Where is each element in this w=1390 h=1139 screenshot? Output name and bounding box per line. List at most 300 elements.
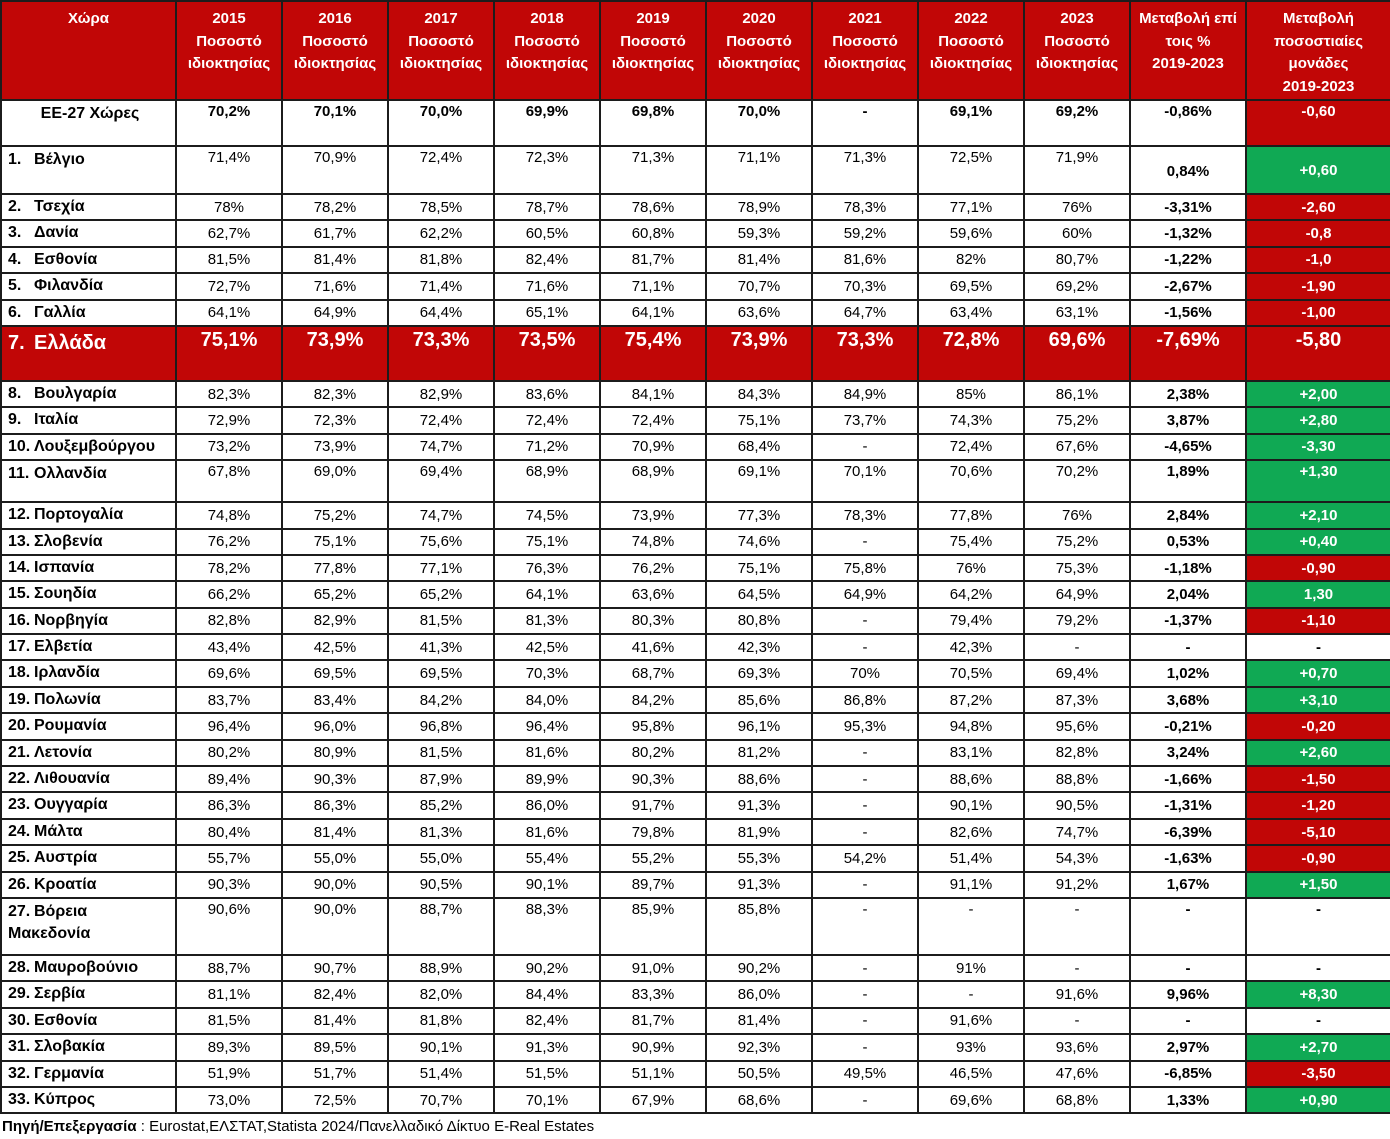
value-cell: 79,8%	[600, 819, 706, 845]
country-cell: 20. Ρουμανία	[1, 713, 176, 739]
value-cell: 51,1%	[600, 1061, 706, 1087]
value-cell: 69,4%	[388, 460, 494, 502]
value-cell: 65,2%	[282, 581, 388, 607]
value-cell: 69,9%	[494, 100, 600, 146]
value-cell: 89,3%	[176, 1034, 282, 1060]
value-cell: 83,6%	[494, 381, 600, 407]
value-cell: 78%	[176, 194, 282, 220]
source-note-text: : Eurostat,ΕΛΣΤΑΤ,Statista 2024/Πανελλαδικό Δίκτυο E-Real Estates	[136, 1118, 595, 1136]
value-cell: 68,7%	[600, 660, 706, 686]
value-cell: 75,4%	[600, 326, 706, 381]
value-cell: 75,6%	[388, 529, 494, 555]
country-rank: 17.	[8, 638, 31, 656]
value-cell: 89,5%	[282, 1034, 388, 1060]
value-cell: 76,2%	[600, 555, 706, 581]
country-cell: 28. Μαυροβούνιο	[1, 955, 176, 981]
change-pp-cell: -0,20	[1246, 713, 1390, 739]
table-row	[1, 502, 1390, 528]
source-note	[0, 1114, 1390, 1139]
value-cell: 91,6%	[1024, 981, 1130, 1007]
value-cell: 70,5%	[918, 660, 1024, 686]
value-cell: -	[812, 434, 918, 460]
table-row	[1, 608, 1390, 634]
value-cell: 72,7%	[176, 273, 282, 299]
value-cell: 72,5%	[282, 1087, 388, 1113]
value-cell: -	[1024, 1008, 1130, 1034]
value-cell: 69,5%	[918, 273, 1024, 299]
value-cell: 69,0%	[282, 460, 388, 502]
value-cell: -	[812, 766, 918, 792]
value-cell: 55,0%	[388, 845, 494, 871]
change-pp-cell: -0,90	[1246, 845, 1390, 871]
table-row	[1, 581, 1390, 607]
country-rank: 31.	[8, 1038, 31, 1056]
country-cell: 8. Βουλγαρία	[1, 381, 176, 407]
value-cell: 42,5%	[282, 634, 388, 660]
value-cell: 81,5%	[176, 247, 282, 273]
value-cell: 95,3%	[812, 713, 918, 739]
value-cell: 93%	[918, 1034, 1024, 1060]
value-cell: 51,9%	[176, 1061, 282, 1087]
table-row	[1, 792, 1390, 818]
change-pct-cell: -6,85%	[1130, 1061, 1246, 1087]
change-pct-cell: 9,96%	[1130, 981, 1246, 1007]
value-cell: 70%	[812, 660, 918, 686]
value-cell: -	[812, 981, 918, 1007]
table-row	[1, 1061, 1390, 1087]
country-rank: 1.	[8, 151, 22, 168]
change-pp-cell: -3,50	[1246, 1061, 1390, 1087]
table-row	[1, 687, 1390, 713]
value-cell: 74,8%	[600, 529, 706, 555]
value-cell: 81,7%	[600, 1008, 706, 1034]
value-cell: 69,6%	[918, 1087, 1024, 1113]
country-rank: 25.	[8, 849, 31, 867]
value-cell: 73,9%	[282, 326, 388, 381]
value-cell: 71,4%	[176, 146, 282, 194]
value-cell: 73,9%	[706, 326, 812, 381]
value-cell: 64,1%	[494, 581, 600, 607]
value-cell: 69,2%	[1024, 273, 1130, 299]
value-cell: 72,5%	[918, 146, 1024, 194]
country-cell: 27. Βόρεια Μακεδονία	[1, 898, 176, 955]
value-cell: 78,9%	[706, 194, 812, 220]
value-cell: 74,6%	[706, 529, 812, 555]
value-cell: 77,3%	[706, 502, 812, 528]
value-cell: 55,7%	[176, 845, 282, 871]
country-cell: 6. Γαλλία	[1, 300, 176, 326]
change-pp-cell: +2,70	[1246, 1034, 1390, 1060]
table-row	[1, 460, 1390, 502]
country-cell: 22. Λιθουανία	[1, 766, 176, 792]
change-pp-cell: +2,10	[1246, 502, 1390, 528]
change-pp-cell: +2,80	[1246, 407, 1390, 433]
value-cell: 46,5%	[918, 1061, 1024, 1087]
value-cell: 75,2%	[1024, 407, 1130, 433]
change-pct-cell: 3,87%	[1130, 407, 1246, 433]
table-row	[1, 1034, 1390, 1060]
value-cell: 72,4%	[388, 407, 494, 433]
value-cell: 84,1%	[600, 381, 706, 407]
country-cell: 15. Σουηδία	[1, 581, 176, 607]
change-pp-cell: -	[1246, 1008, 1390, 1034]
table-row	[1, 898, 1390, 955]
value-cell: 63,6%	[706, 300, 812, 326]
value-cell: 71,6%	[494, 273, 600, 299]
value-cell: -	[812, 608, 918, 634]
change-pct-cell: -0,21%	[1130, 713, 1246, 739]
value-cell: 78,7%	[494, 194, 600, 220]
value-cell: 88,7%	[176, 955, 282, 981]
table-header	[1, 1, 1390, 100]
value-cell: 81,8%	[388, 247, 494, 273]
change-pp-cell: +8,30	[1246, 981, 1390, 1007]
value-cell: 86,0%	[494, 792, 600, 818]
value-cell: 82,0%	[388, 981, 494, 1007]
table-row	[1, 220, 1390, 246]
value-cell: -	[812, 819, 918, 845]
country-cell: 23. Ουγγαρία	[1, 792, 176, 818]
change-pct-cell: -0,86%	[1130, 100, 1246, 146]
value-cell: 90,1%	[388, 1034, 494, 1060]
value-cell: 69,4%	[1024, 660, 1130, 686]
change-pct-cell: -6,39%	[1130, 819, 1246, 845]
value-cell: 92,3%	[706, 1034, 812, 1060]
value-cell: 51,4%	[918, 845, 1024, 871]
column-header-year-2023: 2023 Ποσοστό ιδιοκτησίας	[1024, 1, 1130, 100]
value-cell: 84,3%	[706, 381, 812, 407]
value-cell: -	[812, 740, 918, 766]
value-cell: 73,3%	[812, 326, 918, 381]
value-cell: 69,6%	[176, 660, 282, 686]
value-cell: 73,7%	[812, 407, 918, 433]
value-cell: 74,7%	[388, 502, 494, 528]
change-pct-cell: 0,53%	[1130, 529, 1246, 555]
value-cell: 96,0%	[282, 713, 388, 739]
country-cell: 10. Λουξεμβούργου	[1, 434, 176, 460]
value-cell: 70,6%	[918, 460, 1024, 502]
value-cell: 88,6%	[918, 766, 1024, 792]
value-cell: 90,3%	[176, 872, 282, 898]
value-cell: 64,2%	[918, 581, 1024, 607]
country-cell: 16. Νορβηγία	[1, 608, 176, 634]
value-cell: 75,8%	[812, 555, 918, 581]
value-cell: 81,3%	[494, 608, 600, 634]
value-cell: 84,4%	[494, 981, 600, 1007]
country-rank: 4.	[8, 250, 22, 268]
country-rank: 18.	[8, 664, 31, 682]
column-header-year-2019: 2019 Ποσοστό ιδιοκτησίας	[600, 1, 706, 100]
value-cell: 70,2%	[1024, 460, 1130, 502]
value-cell: 71,3%	[812, 146, 918, 194]
value-cell: 73,5%	[494, 326, 600, 381]
value-cell: -	[812, 1087, 918, 1113]
value-cell: 62,7%	[176, 220, 282, 246]
value-cell: 83,4%	[282, 687, 388, 713]
change-pp-cell: -0,8	[1246, 220, 1390, 246]
value-cell: 78,2%	[282, 194, 388, 220]
value-cell: -	[812, 872, 918, 898]
table-row	[1, 634, 1390, 660]
value-cell: 79,4%	[918, 608, 1024, 634]
value-cell: 71,4%	[388, 273, 494, 299]
value-cell: 67,8%	[176, 460, 282, 502]
change-pp-cell: +2,60	[1246, 740, 1390, 766]
change-pp-cell: +1,50	[1246, 872, 1390, 898]
value-cell: 68,6%	[706, 1087, 812, 1113]
value-cell: 85,9%	[600, 898, 706, 955]
value-cell: 50,5%	[706, 1061, 812, 1087]
value-cell: 82,9%	[388, 381, 494, 407]
change-pct-cell: 3,68%	[1130, 687, 1246, 713]
value-cell: 71,2%	[494, 434, 600, 460]
country-cell: 2. Τσεχία	[1, 194, 176, 220]
value-cell: 89,7%	[600, 872, 706, 898]
change-pp-cell: -1,0	[1246, 247, 1390, 273]
value-cell: 82,9%	[282, 608, 388, 634]
value-cell: 69,2%	[1024, 100, 1130, 146]
value-cell: 61,7%	[282, 220, 388, 246]
value-cell: 81,5%	[388, 740, 494, 766]
value-cell: 71,9%	[1024, 146, 1130, 194]
value-cell: 96,4%	[176, 713, 282, 739]
change-pct-cell: -2,67%	[1130, 273, 1246, 299]
value-cell: 90,1%	[918, 792, 1024, 818]
value-cell: -	[812, 792, 918, 818]
value-cell: 55,3%	[706, 845, 812, 871]
value-cell: 76,3%	[494, 555, 600, 581]
column-header-change-pp: Μεταβολή ποσοστιαίες μονάδες 2019-2023	[1246, 1, 1390, 100]
value-cell: 64,1%	[600, 300, 706, 326]
value-cell: 87,2%	[918, 687, 1024, 713]
value-cell: 74,5%	[494, 502, 600, 528]
value-cell: 73,2%	[176, 434, 282, 460]
value-cell: 77,8%	[918, 502, 1024, 528]
value-cell: 81,4%	[282, 247, 388, 273]
value-cell: 55,4%	[494, 845, 600, 871]
value-cell: 42,3%	[706, 634, 812, 660]
value-cell: 88,8%	[1024, 766, 1130, 792]
value-cell: 81,6%	[494, 740, 600, 766]
value-cell: 74,7%	[388, 434, 494, 460]
table-row	[1, 766, 1390, 792]
value-cell: 43,4%	[176, 634, 282, 660]
value-cell: 80,2%	[176, 740, 282, 766]
change-pp-cell: -3,30	[1246, 434, 1390, 460]
country-rank: 9.	[8, 411, 22, 429]
value-cell: 75,1%	[494, 529, 600, 555]
value-cell: 72,3%	[494, 146, 600, 194]
value-cell: 84,9%	[812, 381, 918, 407]
value-cell: 80,7%	[1024, 247, 1130, 273]
change-pp-cell: -	[1246, 898, 1390, 955]
value-cell: 69,1%	[918, 100, 1024, 146]
value-cell: 68,4%	[706, 434, 812, 460]
value-cell: 94,8%	[918, 713, 1024, 739]
change-pp-cell: +1,30	[1246, 460, 1390, 502]
value-cell: 73,3%	[388, 326, 494, 381]
value-cell: 96,1%	[706, 713, 812, 739]
value-cell: -	[812, 1008, 918, 1034]
value-cell: 81,4%	[282, 819, 388, 845]
value-cell: 66,2%	[176, 581, 282, 607]
table-row	[1, 326, 1390, 381]
table-row	[1, 981, 1390, 1007]
country-rank: 21.	[8, 743, 31, 761]
table-row	[1, 555, 1390, 581]
value-cell: 91,1%	[918, 872, 1024, 898]
value-cell: 72,4%	[600, 407, 706, 433]
country-rank: 11.	[8, 465, 30, 483]
change-pp-cell: -1,00	[1246, 300, 1390, 326]
value-cell: 60,5%	[494, 220, 600, 246]
change-pct-cell: 1,89%	[1130, 460, 1246, 502]
table-row	[1, 529, 1390, 555]
value-cell: 90,5%	[1024, 792, 1130, 818]
value-cell: 82,3%	[282, 381, 388, 407]
value-cell: 82,6%	[918, 819, 1024, 845]
value-cell: 87,9%	[388, 766, 494, 792]
table-row	[1, 1087, 1390, 1113]
change-pct-cell: 1,33%	[1130, 1087, 1246, 1113]
value-cell: 64,9%	[282, 300, 388, 326]
value-cell: 65,1%	[494, 300, 600, 326]
column-header-change-pct: Μεταβολή επί τοις % 2019-2023	[1130, 1, 1246, 100]
country-rank: 32.	[8, 1064, 31, 1082]
value-cell: 63,1%	[1024, 300, 1130, 326]
country-rank: 30.	[8, 1011, 31, 1029]
table-row	[1, 740, 1390, 766]
value-cell: 91,3%	[706, 792, 812, 818]
change-pct-cell: -1,63%	[1130, 845, 1246, 871]
table-row	[1, 1008, 1390, 1034]
value-cell: 70,0%	[388, 100, 494, 146]
value-cell: 81,5%	[388, 608, 494, 634]
value-cell: 69,8%	[600, 100, 706, 146]
value-cell: 81,4%	[706, 1008, 812, 1034]
country-rank: 28.	[8, 958, 31, 976]
value-cell: 64,5%	[706, 581, 812, 607]
value-cell: 55,2%	[600, 845, 706, 871]
value-cell: 85,6%	[706, 687, 812, 713]
change-pct-cell: -1,37%	[1130, 608, 1246, 634]
country-cell: 17. Ελβετία	[1, 634, 176, 660]
change-pp-cell: +0,70	[1246, 660, 1390, 686]
column-header-year-2016: 2016 Ποσοστό ιδιοκτησίας	[282, 1, 388, 100]
value-cell: 91,0%	[600, 955, 706, 981]
country-rank: 12.	[8, 506, 31, 524]
value-cell: -	[1024, 634, 1130, 660]
table-row	[1, 434, 1390, 460]
value-cell: 85,8%	[706, 898, 812, 955]
value-cell: 71,6%	[282, 273, 388, 299]
value-cell: 68,8%	[1024, 1087, 1130, 1113]
table-row	[1, 100, 1390, 146]
value-cell: 70,3%	[494, 660, 600, 686]
value-cell: 73,0%	[176, 1087, 282, 1113]
value-cell: 81,3%	[388, 819, 494, 845]
value-cell: 80,8%	[706, 608, 812, 634]
country-cell: 29. Σερβία	[1, 981, 176, 1007]
table-row	[1, 955, 1390, 981]
value-cell: 55,0%	[282, 845, 388, 871]
column-header-year-2018: 2018 Ποσοστό ιδιοκτησίας	[494, 1, 600, 100]
value-cell: 72,8%	[918, 326, 1024, 381]
country-cell: 32. Γερμανία	[1, 1061, 176, 1087]
value-cell: 69,3%	[706, 660, 812, 686]
value-cell: 81,4%	[706, 247, 812, 273]
value-cell: 49,5%	[812, 1061, 918, 1087]
country-cell: 18. Ιρλανδία	[1, 660, 176, 686]
country-rank: 33.	[8, 1090, 31, 1108]
country-cell: 26. Κροατία	[1, 872, 176, 898]
value-cell: 70,7%	[388, 1087, 494, 1113]
value-cell: 86,3%	[282, 792, 388, 818]
value-cell: 71,1%	[706, 146, 812, 194]
value-cell: 64,4%	[388, 300, 494, 326]
change-pct-cell: 2,84%	[1130, 502, 1246, 528]
value-cell: 84,2%	[600, 687, 706, 713]
country-cell: 25. Αυστρία	[1, 845, 176, 871]
value-cell: 72,4%	[494, 407, 600, 433]
value-cell: 69,6%	[1024, 326, 1130, 381]
value-cell: 81,8%	[388, 1008, 494, 1034]
value-cell: 74,7%	[1024, 819, 1130, 845]
country-rank: 16.	[8, 611, 31, 629]
country-rank: 24.	[8, 822, 31, 840]
value-cell: 60,8%	[600, 220, 706, 246]
country-cell: 19. Πολωνία	[1, 687, 176, 713]
value-cell: 54,3%	[1024, 845, 1130, 871]
value-cell: 41,3%	[388, 634, 494, 660]
value-cell: 90,0%	[282, 872, 388, 898]
column-header-country: Χώρα	[1, 1, 176, 100]
value-cell: 70,1%	[812, 460, 918, 502]
value-cell: 87,3%	[1024, 687, 1130, 713]
change-pct-cell: -	[1130, 898, 1246, 955]
change-pct-cell: -4,65%	[1130, 434, 1246, 460]
change-pct-cell: -	[1130, 1008, 1246, 1034]
value-cell: 91,3%	[706, 872, 812, 898]
table-row	[1, 381, 1390, 407]
value-cell: 69,1%	[706, 460, 812, 502]
country-cell: 33. Κύπρος	[1, 1087, 176, 1113]
value-cell: 80,9%	[282, 740, 388, 766]
country-rank: 23.	[8, 796, 31, 814]
change-pp-cell: -5,80	[1246, 326, 1390, 381]
value-cell: 90,1%	[494, 872, 600, 898]
value-cell: 89,9%	[494, 766, 600, 792]
value-cell: 79,2%	[1024, 608, 1130, 634]
value-cell: 86,0%	[706, 981, 812, 1007]
value-cell: 91,2%	[1024, 872, 1130, 898]
value-cell: 82,4%	[494, 247, 600, 273]
value-cell: 75,2%	[1024, 529, 1130, 555]
country-rank: 3.	[8, 224, 22, 242]
value-cell: 84,0%	[494, 687, 600, 713]
change-pp-cell: -1,10	[1246, 608, 1390, 634]
value-cell: 59,6%	[918, 220, 1024, 246]
value-cell: 54,2%	[812, 845, 918, 871]
value-cell: 81,6%	[494, 819, 600, 845]
value-cell: 75,1%	[282, 529, 388, 555]
country-rank: 26.	[8, 875, 31, 893]
country-rank: 19.	[8, 690, 31, 708]
value-cell: 42,5%	[494, 634, 600, 660]
value-cell: 95,6%	[1024, 713, 1130, 739]
value-cell: 67,9%	[600, 1087, 706, 1113]
country-rank: 15.	[8, 585, 31, 603]
